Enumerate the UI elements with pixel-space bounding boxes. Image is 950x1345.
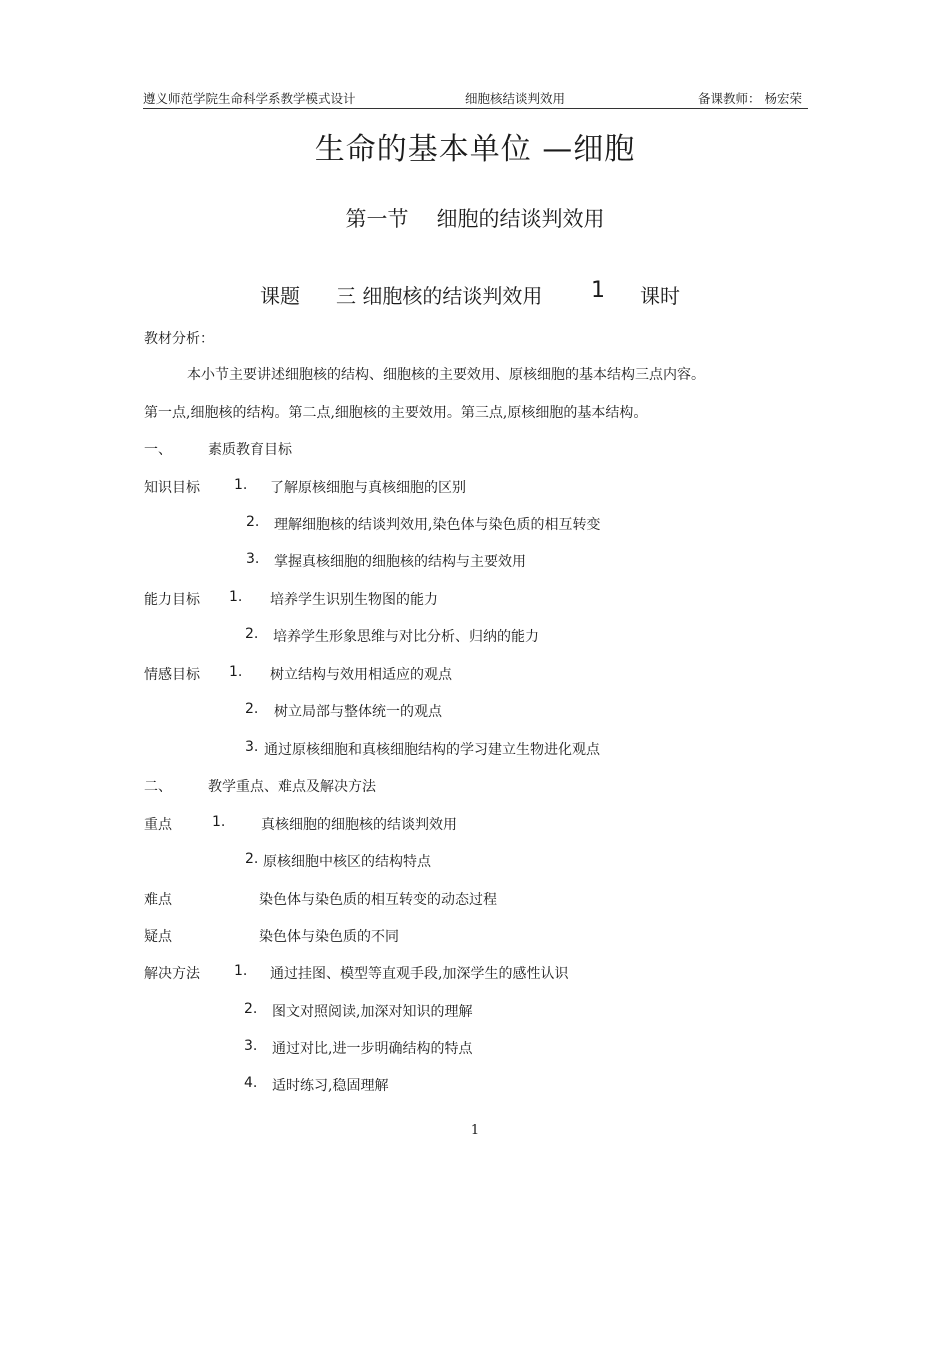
item-text: 理解细胞核的结谈判效用,染色体与染色质的相互转变 bbox=[274, 517, 601, 533]
section-title bbox=[0, 203, 950, 233]
item-text: 真核细胞的细胞核的结谈判效用 bbox=[261, 817, 457, 833]
emotion-item bbox=[229, 664, 452, 683]
key-item bbox=[212, 814, 457, 833]
analysis-para1: 本小节主要讲述细胞核的结构、细胞核的主要效用、原核细胞的基本结构三点内容。 bbox=[187, 367, 705, 383]
key-item bbox=[245, 851, 431, 870]
item-text: 培养学生形象思维与对比分析、归纳的能力 bbox=[273, 629, 539, 645]
header-left: 遵义师范学院生命科学系教学模式设计 bbox=[143, 91, 356, 106]
item-number: 3. bbox=[246, 551, 260, 567]
doubt-label: 疑点 bbox=[144, 929, 172, 945]
header-right: 备课教师： 杨宏荣 bbox=[698, 91, 802, 106]
solution-label: 解决方法 bbox=[144, 966, 200, 982]
page-number: 1 bbox=[470, 1123, 480, 1138]
analysis-label: 教材分析： bbox=[144, 331, 214, 347]
item-number: 1. bbox=[229, 589, 243, 605]
item-text: 通过原核细胞和真核细胞结构的学习建立生物进化观点 bbox=[264, 742, 600, 758]
knowledge-item bbox=[246, 551, 526, 570]
solution-item bbox=[234, 963, 569, 982]
item-number: 3. bbox=[245, 739, 259, 755]
ability-item bbox=[245, 626, 539, 645]
part2-title: 教学重点、难点及解决方法 bbox=[208, 779, 376, 795]
solution-item bbox=[244, 1038, 473, 1057]
ability-label: 能力目标 bbox=[144, 592, 200, 608]
item-number: 1. bbox=[234, 477, 248, 493]
doubt-text: 染色体与染色质的不同 bbox=[259, 929, 399, 945]
section-label: 第一节 bbox=[345, 207, 409, 231]
item-number: 2. bbox=[246, 514, 260, 530]
item-number: 2. bbox=[245, 851, 259, 867]
solution-item bbox=[244, 1075, 389, 1094]
lesson-hours-unit: 课时 bbox=[640, 284, 680, 308]
difficulty-label: 难点 bbox=[144, 892, 172, 908]
item-text: 掌握真核细胞的细胞核的结构与主要效用 bbox=[274, 554, 526, 570]
part1-heading bbox=[144, 439, 292, 459]
item-text: 原核细胞中核区的结构特点 bbox=[263, 854, 431, 870]
page-header bbox=[143, 88, 808, 109]
knowledge-item bbox=[246, 514, 601, 533]
item-text: 了解原核细胞与真核细胞的区别 bbox=[270, 480, 466, 496]
emotion-item bbox=[245, 739, 600, 758]
lesson-hours: 1 bbox=[591, 278, 605, 303]
item-number: 2. bbox=[245, 701, 259, 717]
part2-heading bbox=[144, 776, 376, 796]
item-text: 通过对比,进一步明确结构的特点 bbox=[272, 1041, 473, 1057]
item-text: 树立结构与效用相适应的观点 bbox=[270, 667, 452, 683]
item-text: 图文对照阅读,加深对知识的理解 bbox=[272, 1004, 473, 1020]
emotion-item bbox=[245, 701, 442, 720]
lesson-label: 课题 bbox=[260, 284, 300, 308]
item-text: 通过挂图、模型等直观手段,加深学生的感性认识 bbox=[270, 966, 569, 982]
section-name: 细胞的结谈判效用 bbox=[436, 207, 605, 231]
analysis-para2: 第一点,细胞核的结构。第二点,细胞核的主要效用。第三点,原核细胞的基本结构。 bbox=[144, 405, 648, 421]
item-number: 1. bbox=[229, 664, 243, 680]
item-text: 适时练习,稳固理解 bbox=[272, 1078, 389, 1094]
item-number: 2. bbox=[244, 1001, 258, 1017]
part1-title: 素质教育目标 bbox=[208, 442, 292, 458]
emotion-label: 情感目标 bbox=[144, 667, 200, 683]
header-center: 细胞核结谈判效用 bbox=[465, 91, 566, 106]
knowledge-item bbox=[234, 477, 466, 496]
lesson-name: 三 细胞核的结谈判效用 bbox=[336, 284, 543, 308]
part2-index: 二、 bbox=[144, 779, 172, 795]
item-text: 树立局部与整体统一的观点 bbox=[274, 704, 442, 720]
solution-item bbox=[244, 1001, 473, 1020]
part1-index: 一、 bbox=[144, 442, 172, 458]
item-number: 4. bbox=[244, 1075, 258, 1091]
ability-item bbox=[229, 589, 438, 608]
main-title: 生命的基本单位 —细胞 bbox=[314, 132, 636, 167]
knowledge-label: 知识目标 bbox=[144, 480, 200, 496]
item-text: 培养学生识别生物图的能力 bbox=[270, 592, 438, 608]
item-number: 1. bbox=[234, 963, 248, 979]
key-label: 重点 bbox=[144, 817, 172, 833]
difficulty-text: 染色体与染色质的相互转变的动态过程 bbox=[259, 892, 497, 908]
item-number: 1. bbox=[212, 814, 226, 830]
item-number: 2. bbox=[245, 626, 259, 642]
item-number: 3. bbox=[244, 1038, 258, 1054]
